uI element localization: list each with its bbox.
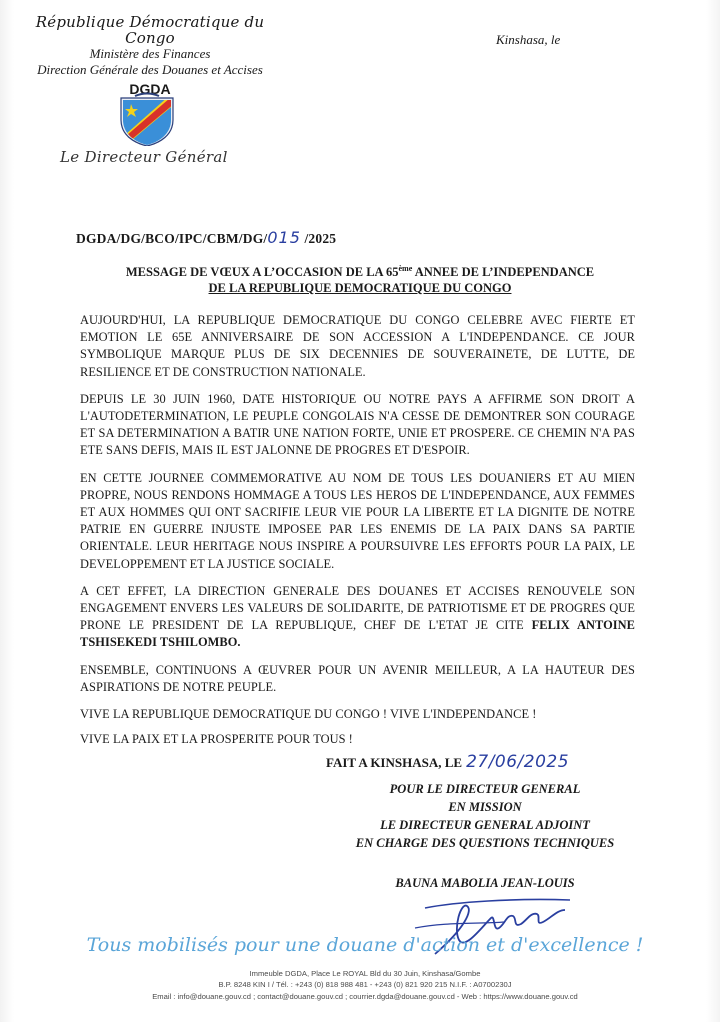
reference-prefix: DGDA/DG/BCO/IPC/CBM/DG/ [76,231,268,246]
signatory-line-1: POUR LE DIRECTEUR GENERAL [389,782,581,796]
reference-suffix: /2025 [300,231,337,246]
paragraph-7: VIVE LA PAIX ET LA PROSPERITE POUR TOUS ! [80,732,353,747]
paragraph-5: ENSEMBLE, CONTINUONS A ŒUVRER POUR UN AVENIR MEILLEUR, A LA HAUTEUR DES ASPIRATIONS DE NOTRE PEUPLE. [80,662,635,694]
signatory-line-4: EN CHARGE DES QUESTIONS TECHNIQUES [355,836,615,850]
footer-contacts: Email : info@douane.gouv.cd ; contact@douane.gouv.cd ; courrier.dgda@douane.gouv.cd - Web : https://www.douane.gouv.cd [152,992,578,1001]
letterhead-republic: République Démocratique du Congo [35,13,265,47]
paragraph-2: DEPUIS LE 30 JUIN 1960, DATE HISTORIQUE OU NOTRE PAYS A AFFIRME SON DROIT A L'AUTODETERMINATION, LE PEUPLE CONGOLAIS N'A CESSE DE DEMONTRER SON COURAGE ET SA DETERMINATION A BATIR UNE NATION FORTE, UNIE ET PROSPERE. CE CHEMIN N'A PAS ETE SANS DEFIS, MAIS IL EST JALONNE DE PROGRES ET D'ESPOIR. [80,391,635,458]
signatory-line-3: LE DIRECTEUR GENERAL ADJOINT [380,818,590,832]
letterhead [20,14,280,97]
dgda-shield-logo-icon [117,92,177,146]
paragraph-4-text: A CET EFFET, LA DIRECTION GENERALE DES DOUANES ET ACCISES RENOUVELE SON ENGAGEMENT ENVERS LES VALEURS DE SOLIDARITE, DE PATRIOTISME ET DE PROGRES QUE PRONE LE PRESIDENT DE LA REPUBLIQUE, CHEF DE L'ETAT JE CITE [80,583,635,633]
letterhead-ministry: Ministère des Finances [89,46,211,61]
paragraph-6: VIVE LA REPUBLIQUE DEMOCRATIQUE DU CONGO ! VIVE L'INDEPENDANCE ! [80,707,537,722]
signatory-line-2: EN MISSION [448,800,522,814]
president-name: FELIX ANTOINE TSHISEKEDI TSHILOMBO. [80,618,635,650]
handwritten-date: 27/06/2025 [466,752,570,772]
paragraph-4 [80,583,635,652]
subject-superscript: ème [398,264,413,273]
done-at [326,752,569,772]
done-at-label: FAIT A KINSHASA, LE [326,755,463,770]
place-date: Kinshasa, le [496,32,561,47]
paragraph-3: EN CETTE JOURNEE COMMEMORATIVE AU NOM DE TOUS LES DOUANIERS ET AU MIEN PROPRE, NOUS RENDONS HOMMAGE A TOUS LES HEROS DE L'INDEPENDANCE, AUX FEMMES ET AUX HOMMES QUI ONT SACRIFIE LEUR VIE POUR LA LIBERTE ET LA DIGNITE DE NOTRE PATRIE EN GUERRE INJUSTE IMPOSEE PAR LES ENEMIS DE LA PAIX DANS SA PARTIE ORIENTALE. LEUR HERITAGE NOUS INSPIRE A POURSUIVRE LES EFFORTS POUR LA PAIX, LE DEVELOPPEMENT ET LA JUSTICE SOCIALE. [80,470,635,571]
footer-slogan: Tous mobilisés pour une douane d'action et d'excellence ! [86,934,644,956]
subject-text-a: MESSAGE DE VŒUX A L’OCCASION DE LA 65 [125,265,399,280]
subject-line-1 [60,264,660,280]
paragraph-1: AUJOURD'HUI, LA REPUBLIQUE DEMOCRATIQUE DU CONGO CELEBRE AVEC FIERTE ET EMOTION LE 65E ANNIVERSAIRE DE SON ACCESSION A L'INDEPENDANCE. CE JOUR SYMBOLIQUE MARQUE PLUS DE SIX DECENNIES DE SOUVERAINETE, DE LUTTE, DE RESILIENCE ET DE CONSTRUCTION NATIONALE. [80,313,635,379]
letterhead-direction: Direction Générale des Douanes et Accises [37,62,263,77]
signatory-name: BAUNA MABOLIA JEAN-LOUIS [395,876,575,890]
signatory-block [320,780,650,852]
footer-phones: B.P. 8248 KIN I / Tél. : +243 (0) 818 988 481 - +243 (0) 821 920 215 N.I.F. : A0700230J [218,980,512,989]
reference-number [76,228,336,247]
reference-handwritten-number: 015 [267,228,301,247]
letter-body [80,312,635,758]
letterhead-acronym: DGDA [129,81,171,97]
subject-text-b: ANNEE DE L’INDEPENDANCE [412,265,595,280]
footer-address: Immeuble DGDA, Place Le ROYAL Bld du 30 Juin, Kinshasa/Gombe [249,969,481,978]
subject-line-2: DE LA REPUBLIQUE DEMOCRATIQUE DU CONGO [208,281,512,295]
letterhead-director-title: Le Directeur Général [60,148,228,166]
